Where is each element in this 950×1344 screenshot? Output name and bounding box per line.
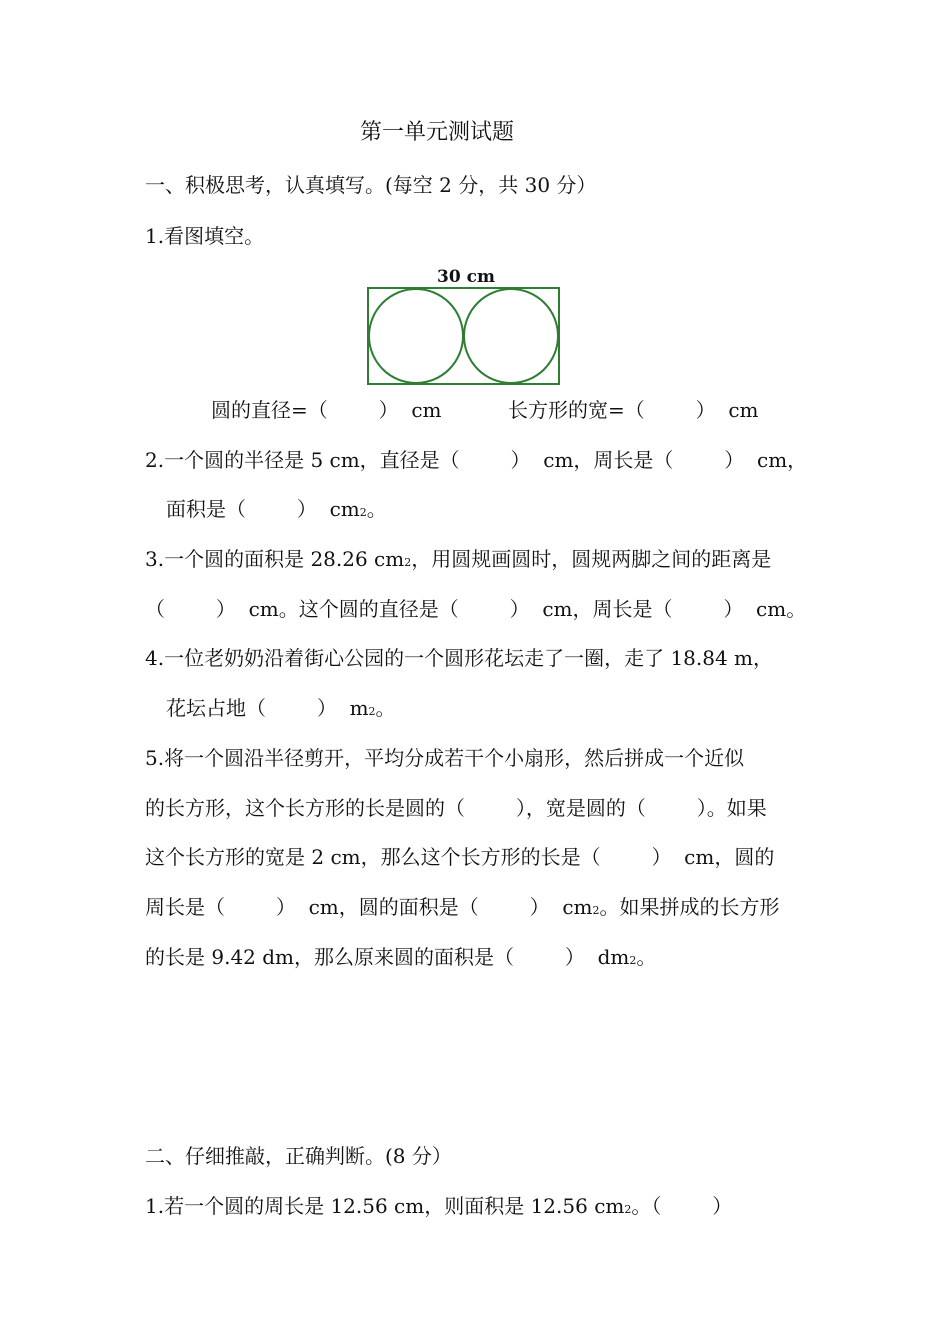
s2-q1: [145, 1196, 732, 1216]
s2-q1-end: 。（ ）: [631, 1194, 733, 1218]
q3-line1: [145, 549, 771, 569]
q2-line1: 2.一个圆的半径是 5 cm，直径是（ ） cm，周长是（ ） cm，: [145, 448, 808, 472]
q4-line2-text: 花坛占地（ ） m: [166, 696, 369, 720]
q4-line1: 4.一位老奶奶沿着街心公园的一个圆形花坛走了一圈，走了 18.84 m，: [145, 646, 774, 670]
s2-q1-sup: 2: [624, 1203, 632, 1216]
q5-line4-sup: 2: [592, 904, 600, 917]
rectangle-two-circles-figure: [366, 262, 566, 390]
q1-blank-width: 长方形的宽=（ ） cm: [508, 398, 759, 422]
figure-circle-left: [369, 289, 463, 383]
figure-circle-right: [464, 289, 558, 383]
q2-line2: [166, 499, 387, 519]
q5-line5-end: 。: [636, 945, 657, 969]
q2-line2-end: 。: [366, 497, 387, 521]
q5-line4-end: 。如果拼成的长方形: [599, 895, 780, 919]
q4-line2-sup: 2: [368, 705, 376, 718]
section2-heading: 二、仔细推敲，正确判断。(8 分）: [145, 1144, 452, 1168]
q3-line1-text: 3.一个圆的面积是 28.26 cm: [145, 547, 405, 571]
page-title: 第一单元测试题: [360, 120, 515, 145]
q1-text: 1.看图填空。: [145, 224, 265, 248]
section1-heading: 一、积极思考，认真填写。(每空 2 分，共 30 分）: [145, 173, 597, 197]
q2-line2-text: 面积是（ ） cm: [166, 497, 360, 521]
q5-line5-text: 的长是 9.42 dm，那么原来圆的面积是（ ） dm: [145, 945, 630, 969]
q4-line2: [166, 698, 396, 718]
q5-line5: [145, 947, 656, 967]
s2-q1-text: 1.若一个圆的周长是 12.56 cm，则面积是 12.56 cm: [145, 1194, 625, 1218]
figure-width-label: 30 cm: [437, 267, 495, 287]
q1-blank-diameter: 圆的直径=（ ） cm: [211, 398, 442, 422]
q4-line2-end: 。: [375, 696, 396, 720]
q2-line2-sup: 2: [359, 506, 367, 519]
q5-line2: 的长方形，这个长方形的长是圆的（ ），宽是圆的（ ）。如果: [145, 796, 767, 820]
q5-line4: [145, 897, 779, 917]
q5-line5-sup: 2: [629, 954, 637, 967]
q5-line4-text: 周长是（ ） cm，圆的面积是（ ） cm: [145, 895, 593, 919]
q5-line3: 这个长方形的宽是 2 cm，那么这个长方形的长是（ ） cm，圆的: [145, 845, 775, 869]
q3-line1-sup: 2: [404, 556, 412, 569]
q5-line1: 5.将一个圆沿半径剪开，平均分成若干个小扇形，然后拼成一个近似: [145, 746, 745, 770]
q3-line2: （ ） cm。这个圆的直径是（ ） cm，周长是（ ） cm。: [145, 597, 807, 621]
q3-line1-end: ，用圆规画圆时，圆规两脚之间的距离是: [411, 547, 772, 571]
